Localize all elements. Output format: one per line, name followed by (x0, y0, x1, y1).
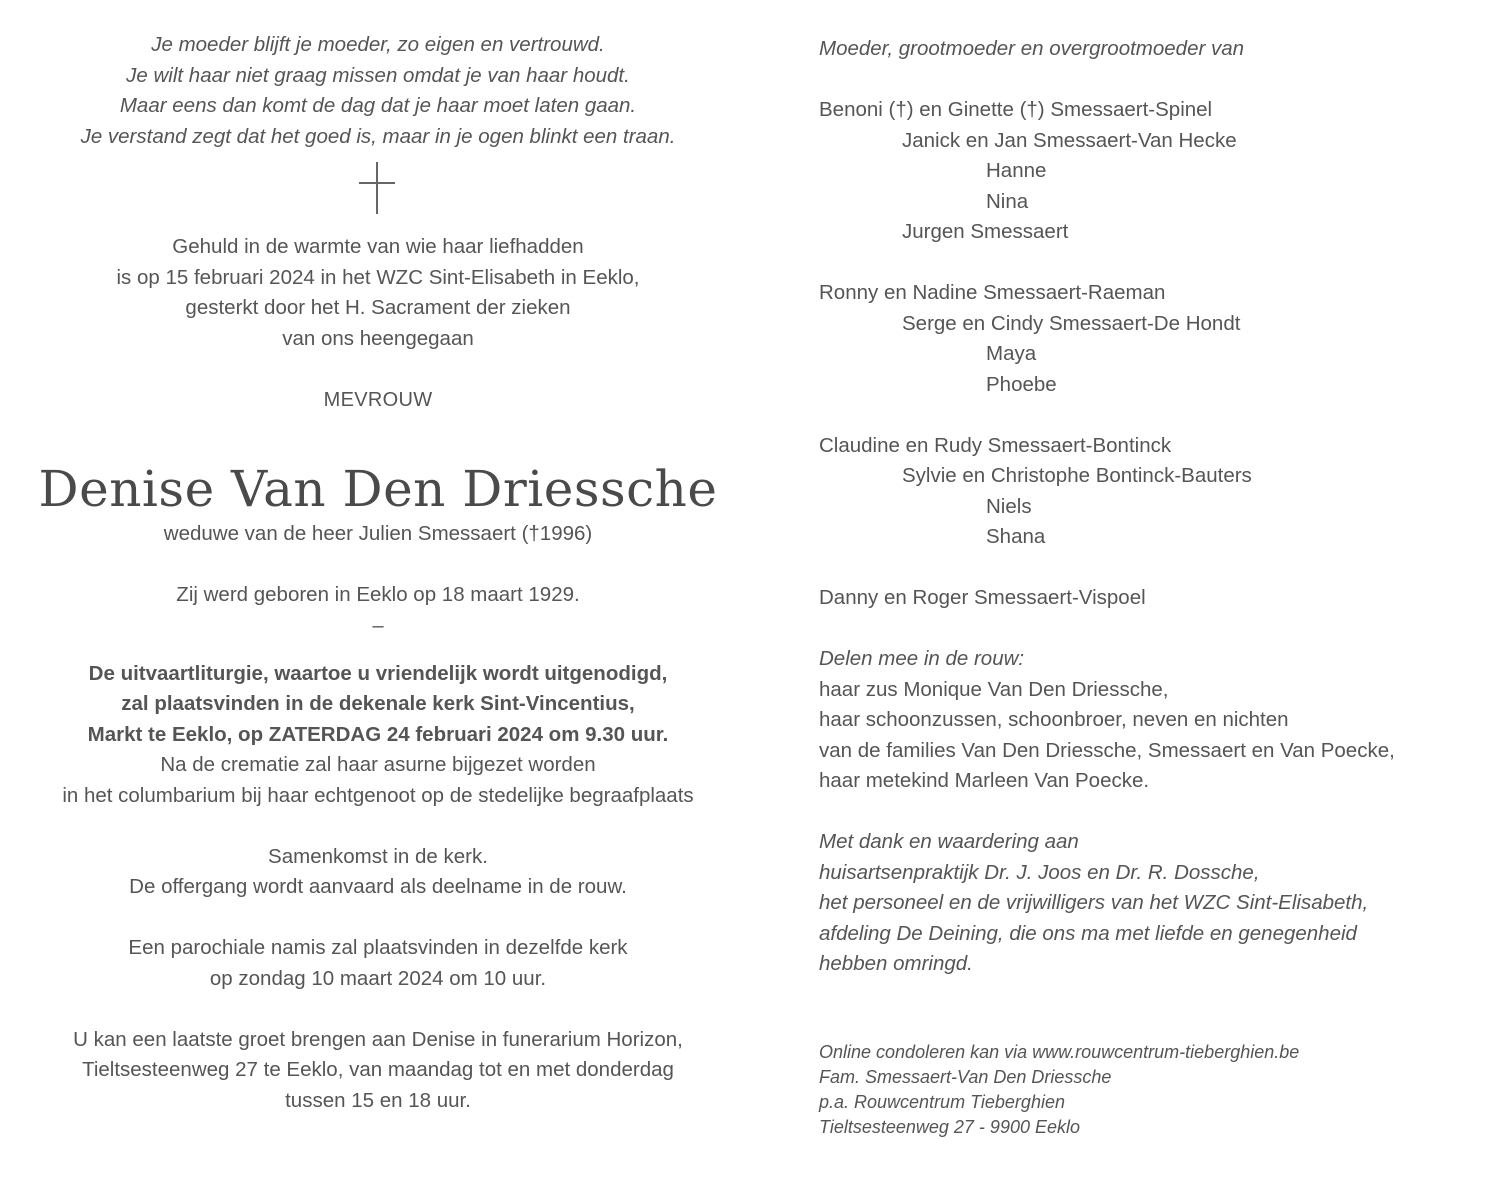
funeral-line: De uitvaartliturgie, waartoe u vriendelijk wordt uitgenodigd, (88, 661, 668, 685)
thanks-section (819, 827, 1499, 980)
child: Janick en Jan Smessaert-Van Hecke (902, 128, 1237, 152)
condolence-link[interactable]: Online condoleren kan via www.rouwcentrum-tieberghien.be (819, 1041, 1300, 1062)
grandchild: Niels (986, 494, 1032, 518)
family-group (819, 431, 1499, 553)
poem (0, 30, 756, 152)
child: Sylvie en Christophe Bontinck-Bauters (902, 464, 1252, 487)
child: Jurgen Smessaert (902, 220, 1069, 243)
gathering-line: Samenkomst in de kerk. (268, 844, 488, 868)
mourning-line: haar schoonzussen, schoonbroer, neven en nichten (819, 708, 1289, 731)
announcement-line: gesterkt door het H. Sacrament der zieken (185, 296, 571, 319)
gathering-info (0, 842, 756, 903)
family-group (819, 583, 1499, 614)
family-group (819, 278, 1499, 400)
grandchild: Phoebe (986, 372, 1057, 396)
thanks-line: afdeling De Deining, die ons ma met liefde en genegenheid (819, 921, 1357, 945)
grandchild: Shana (986, 525, 1046, 548)
family-head: Claudine en Rudy Smessaert-Bontinck (819, 433, 1172, 457)
deceased-name: Denise Van Den Driessche (38, 460, 718, 518)
mourning-section (819, 644, 1499, 797)
mass-line: Een parochiale namis zal plaatsvinden in dezelfde kerk (128, 936, 628, 959)
cremation-line: Na de crematie zal haar asurne bijgezet worden (160, 753, 596, 776)
visitation-line: U kan een laatste groet brengen aan Denise in funerarium Horizon, (73, 1027, 683, 1051)
announcement-line: van ons heengegaan (282, 326, 474, 350)
mass-line: op zondag 10 maart 2024 om 10 uur. (209, 966, 547, 990)
cross-icon (358, 162, 398, 214)
widow-of: weduwe van de heer Julien Smessaert (†1996) (163, 522, 593, 545)
family-group (819, 95, 1499, 248)
grandchild: Nina (986, 189, 1029, 213)
left-column (0, 30, 756, 1116)
announcement-line: Gehuld in de warmte van wie haar liefhadden (172, 235, 584, 258)
poem-line: Je wilt haar niet graag missen omdat je van haar houdt. (126, 63, 630, 87)
grandchild: Maya (986, 342, 1037, 365)
family-head: Ronny en Nadine Smessaert-Raeman (819, 281, 1166, 304)
funeral-line: Markt te Eeklo, op ZATERDAG 24 februari 2024 om 9.30 uur. (87, 722, 669, 746)
poem-line: Maar eens dan komt de dag dat je haar moet laten gaan. (119, 94, 637, 117)
mass-info (0, 933, 756, 994)
thanks-line: het personeel en de vrijwilligers van het WZC Sint-Elisabeth, (819, 891, 1369, 914)
thanks-line: huisartsenpraktijk Dr. J. Joos en Dr. R. Dossche, (819, 860, 1260, 884)
footer-line: p.a. Rouwcentrum Tieberghien (819, 1091, 1065, 1112)
visitation-line: tussen 15 en 18 uur. (285, 1088, 471, 1112)
footer-line: Fam. Smessaert-Van Den Driessche (819, 1066, 1112, 1087)
family-head: Benoni (†) en Ginette (†) Smessaert-Spinel (819, 98, 1213, 121)
thanks-line: hebben omringd. (819, 952, 973, 975)
gathering-line: De offergang wordt aanvaard als deelname in de rouw. (129, 875, 627, 898)
funeral-info (0, 659, 756, 812)
announcement (0, 232, 756, 354)
grandchild: Hanne (986, 159, 1047, 182)
birth-info: Zij werd geboren in Eeklo op 18 maart 1929. (176, 583, 580, 606)
announcement-line: is op 15 februari 2024 in het WZC Sint-Elisabeth in Eeklo, (116, 265, 640, 289)
thanks-line: Met dank en waardering aan (819, 830, 1079, 853)
mourning-line: van de families Van Den Driessche, Smessaert en Van Poecke, (819, 738, 1395, 762)
separator: – (372, 614, 384, 637)
child: Serge en Cindy Smessaert-De Hondt (902, 311, 1241, 335)
mourning-heading: Delen mee in de rouw: (819, 647, 1025, 670)
funeral-line: zal plaatsvinden in de dekenale kerk Sint-Vincentius, (121, 692, 635, 715)
footer-line: Tieltsesteenweg 27 - 9900 Eeklo (819, 1116, 1080, 1137)
family-heading: Moeder, grootmoeder en overgrootmoeder van (819, 37, 1245, 60)
title-prefix: MEVROUW (323, 388, 433, 411)
mourning-line: haar metekind Marleen Van Poecke. (819, 769, 1150, 792)
poem-line: Je verstand zegt dat het goed is, maar in je ogen blinkt een traan. (80, 124, 676, 148)
cremation-line: in het columbarium bij haar echtgenoot op de stedelijke begraafplaats (62, 783, 694, 807)
poem-line: Je moeder blijft je moeder, zo eigen en vertrouwd. (151, 33, 605, 56)
visitation-info (0, 1025, 756, 1117)
mourning-line: haar zus Monique Van Den Driessche, (819, 677, 1169, 701)
family-head: Danny en Roger Smessaert-Vispoel (819, 586, 1146, 609)
footer (819, 1040, 1499, 1140)
right-column (819, 34, 1499, 1140)
visitation-line: Tieltsesteenweg 27 te Eeklo, van maandag tot en met donderdag (82, 1058, 674, 1081)
